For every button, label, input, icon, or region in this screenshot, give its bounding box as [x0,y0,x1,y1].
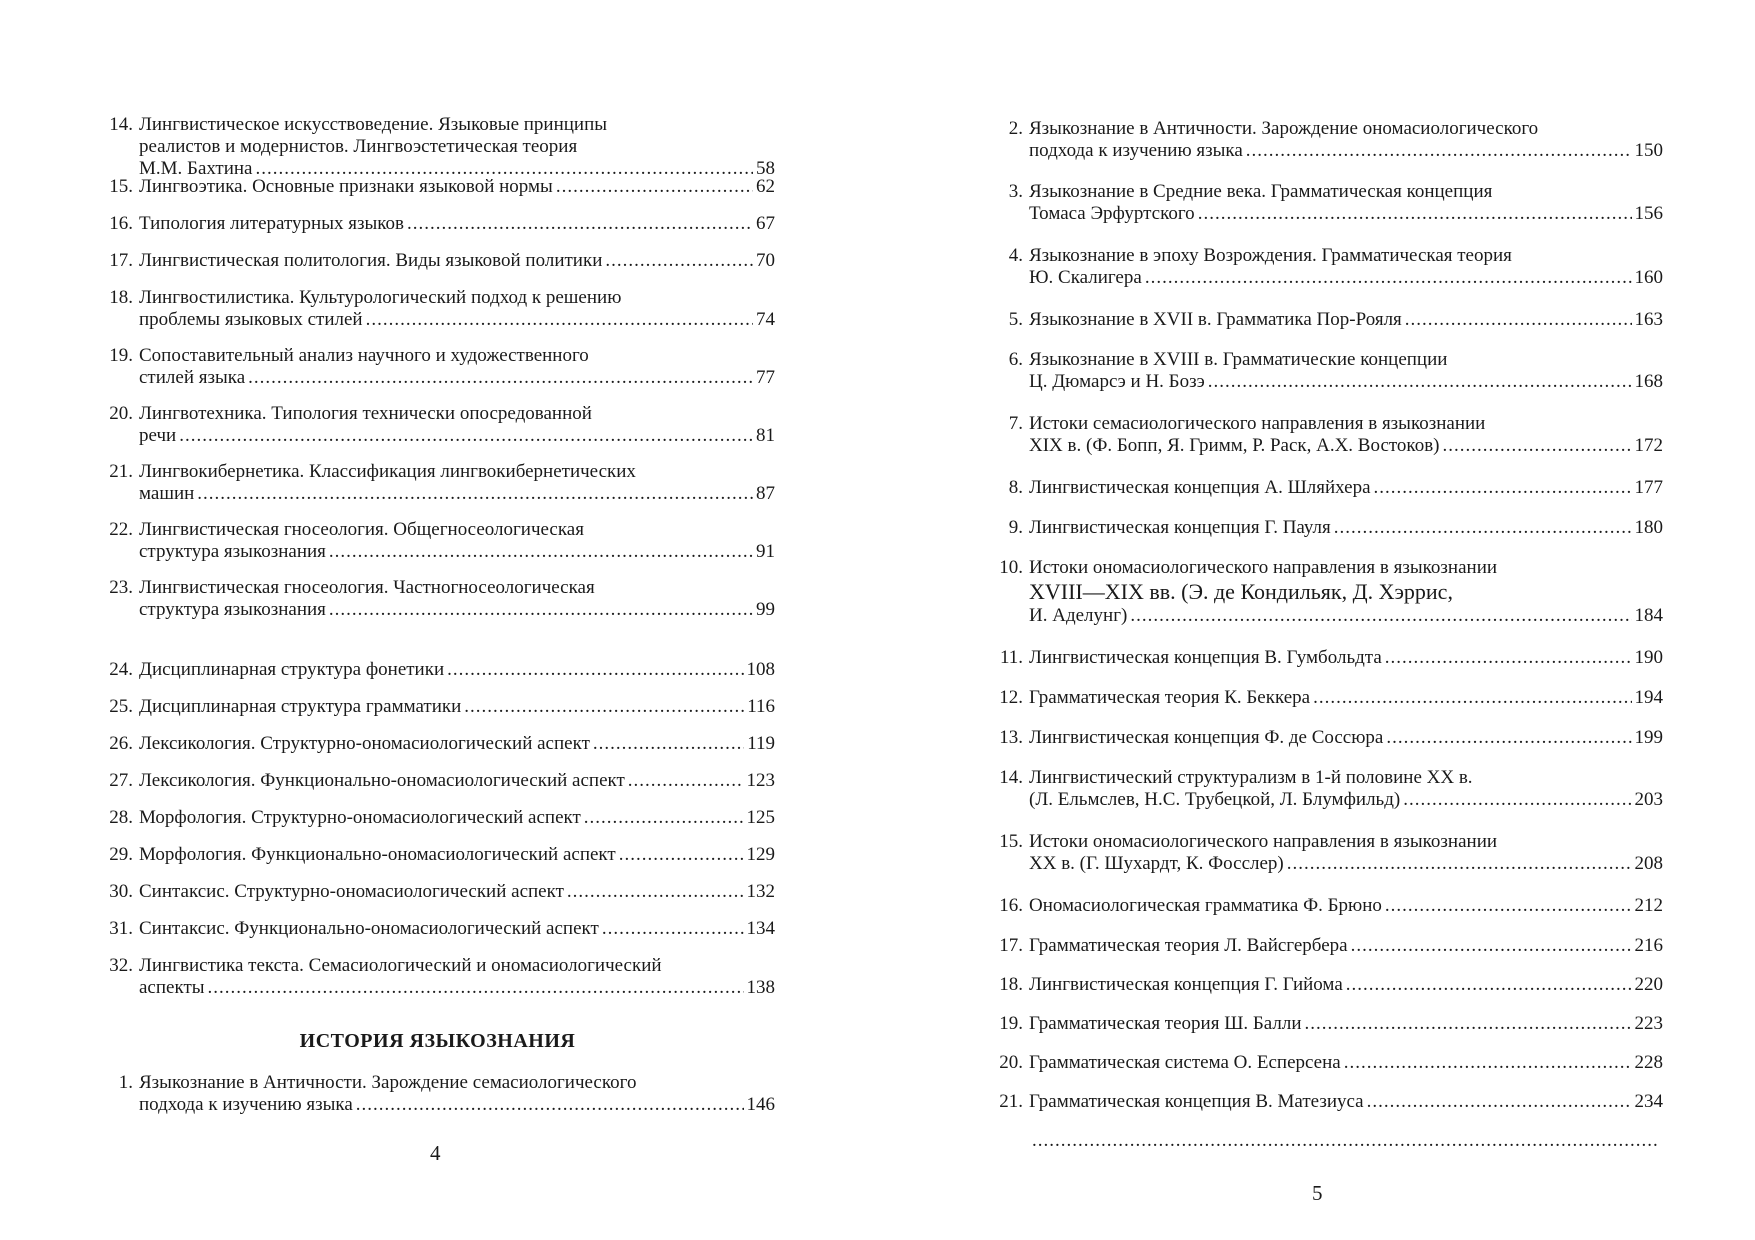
dot-leader [1374,477,1632,499]
dot-leader [366,309,753,331]
entry-page-number: 150 [1634,140,1663,161]
entry-number: 10. [999,557,1023,578]
entry-number: 18. [109,287,133,308]
dot-leader [179,425,753,447]
entry-number: 31. [109,918,133,939]
entry-page-number: 216 [1634,935,1663,956]
toc-entry[interactable] [100,1072,775,1116]
entry-number: 17. [109,250,133,271]
entry-title-line: Лингвотехника. Типология технически опосредованной [139,403,592,424]
toc-entry[interactable] [990,831,1663,875]
entry-title-line: Языкознание в XVIII в. Грамматические концепции [1029,349,1448,370]
entry-page-number: 77 [756,367,775,388]
entry-title-line: Истоки ономасиологического направления в языкознании [1029,557,1498,578]
entry-title-line: аспекты [139,977,205,998]
entry-page-number: 70 [756,250,775,271]
entry-number: 18. [999,974,1023,995]
dot-leader [1246,140,1632,162]
toc-entry[interactable] [990,517,1663,539]
entry-number: 17. [999,935,1023,956]
toc-entry[interactable] [100,287,775,331]
entry-title-line: Томаса Эрфуртского [1029,203,1195,224]
entry-number: 1. [118,1072,133,1093]
toc-entry[interactable] [100,770,775,792]
entry-number: 9. [1008,517,1023,538]
entry-title-line: Дисциплинарная структура грамматики [139,696,462,717]
entry-number: 2. [1008,118,1023,139]
entry-title-line: Лингвистическая концепция В. Гумбольдта [1029,647,1382,668]
toc-entry[interactable] [990,477,1663,499]
toc-entry[interactable] [990,1091,1663,1113]
entry-page-number: 62 [756,176,775,197]
entry-title-line: Грамматическая теория К. Беккера [1029,687,1311,708]
entry-title-line: Лингвоэтика. Основные признаки языковой нормы [139,176,553,197]
toc-entry[interactable] [990,687,1663,709]
toc-entry[interactable] [100,114,775,180]
entry-title-line: Лингвистическая гносеология. Частногносеологическая [139,577,595,598]
entry-title-line: подхода к изучению языка [139,1094,353,1115]
entry-title-line: Грамматическая концепция В. Матезиуса [1029,1091,1364,1112]
entry-page-number: 199 [1634,727,1663,748]
entry-page-number: 138 [746,977,775,998]
entry-title-line: Дисциплинарная структура фонетики [139,659,445,680]
entry-page-number: 168 [1634,371,1663,392]
entry-title-line: стилей языка [139,367,246,388]
dot-leader [1344,1052,1632,1074]
entry-number: 3. [1008,181,1023,202]
dot-leader [628,770,744,792]
dot-leader [1443,435,1632,457]
entry-page-number: 129 [746,844,775,865]
toc-entry[interactable] [100,881,775,903]
entry-page-number: 156 [1634,203,1663,224]
entry-title-line: Грамматическая система О. Есперсена [1029,1052,1341,1073]
entry-number: 14. [109,114,133,135]
entry-title-line: Языкознание в Античности. Зарождение семасиологического [139,1072,637,1093]
entry-number: 19. [109,345,133,366]
dot-leader [1305,1013,1632,1035]
entry-page-number: 208 [1634,853,1663,874]
entry-page-number: 212 [1634,895,1663,916]
entry-page-number: 58 [756,158,775,179]
dot-leader [1032,1130,1660,1152]
dot-leader [567,881,744,903]
entry-page-number: 123 [746,770,775,791]
entry-number: 15. [109,176,133,197]
entry-page-number: 223 [1634,1013,1663,1034]
dot-leader [584,807,744,829]
entry-title-line: Грамматическая теория Л. Вайсгербера [1029,935,1348,956]
entry-page-number: 119 [747,733,775,754]
entry-page-number: 81 [756,425,775,446]
toc-entry[interactable] [990,245,1663,289]
dot-leader [619,844,744,866]
toc-entry[interactable] [100,213,775,235]
dot-leader [593,733,744,755]
dot-leader [407,213,753,235]
entry-page-number: 67 [756,213,775,234]
entry-number: 27. [109,770,133,791]
entry-title-line: Лингвистический структурализм в 1-й половине XX в. [1029,767,1473,788]
dot-leader [1386,727,1631,749]
entry-title-line: Лингвистическая концепция Г. Пауля [1029,517,1331,538]
toc-entry[interactable] [990,1013,1663,1035]
toc-entry[interactable] [100,659,775,681]
dot-leader [1346,974,1632,996]
entry-page-number: 91 [756,541,775,562]
dot-leader [248,367,753,389]
entry-title-line: подхода к изучению языка [1029,140,1243,161]
entry-page-number: 146 [746,1094,775,1115]
entry-title-line: Языкознание в эпоху Возрождения. Грамматическая теория [1029,245,1512,266]
entry-number: 12. [999,687,1023,708]
entry-page-number: 87 [756,483,775,504]
toc-entry[interactable] [100,577,775,621]
entry-title-line: структура языкознания [139,599,326,620]
entry-title-line: Лексикология. Структурно-ономасиологический аспект [139,733,590,754]
toc-entry[interactable] [990,309,1663,331]
entry-title-line: Лингвистическая концепция Ф. де Соссюра [1029,727,1384,748]
toc-entry[interactable] [990,181,1663,225]
entry-title-line: Лексикология. Функционально-ономасиологический аспект [139,770,625,791]
section-title: ИСТОРИЯ ЯЗЫКОЗНАНИЯ [299,1030,576,1052]
entry-number: 16. [999,895,1023,916]
entry-number: 4. [1008,245,1023,266]
entry-title-line: реалистов и модернистов. Лингвоэстетическая теория [139,136,578,157]
left-page [0,0,877,1240]
dot-leader [1334,517,1632,539]
entry-title-line: Синтаксис. Структурно-ономасиологический аспект [139,881,564,902]
entry-page-number: 184 [1634,605,1663,626]
entry-title-line: XIX в. (Ф. Бопп, Я. Гримм, Р. Раск, А.Х. Востоков) [1029,435,1440,456]
entry-title-line: Синтаксис. Функционально-ономасиологический аспект [139,918,599,939]
entry-number: 11. [999,647,1023,668]
toc-entry[interactable] [100,403,775,447]
toc-entry[interactable] [100,519,775,563]
entry-number: 21. [999,1091,1023,1112]
dot-leader [356,1094,744,1116]
toc-entry[interactable] [990,413,1663,457]
toc-entry[interactable] [100,844,775,866]
toc-entry[interactable] [990,895,1663,917]
dot-leader [605,250,753,272]
dot-leader [1145,267,1632,289]
entry-number: 30. [109,881,133,902]
entry-title-line: Ю. Скалигера [1029,267,1142,288]
entry-number: 5. [1008,309,1023,330]
entry-page-number: 99 [756,599,775,620]
entry-number: 22. [109,519,133,540]
entry-title-line: (Л. Ельмслев, Н.С. Трубецкой, Л. Блумфильд) [1029,789,1401,810]
toc-entry[interactable] [990,1130,1663,1152]
dot-leader [1198,203,1632,225]
entry-number: 32. [109,955,133,976]
entry-page-number: 194 [1634,687,1663,708]
entry-title-line: XVIII—XIX вв. (Э. де Кондильяк, Д. Хэррис, [1029,579,1453,604]
dot-leader [1405,309,1632,331]
entry-page-number: 234 [1634,1091,1663,1112]
dot-leader [602,918,744,940]
toc-entry[interactable] [990,727,1663,749]
toc-entry[interactable] [990,767,1663,811]
entry-title-line: Лингвистическая политология. Виды языковой политики [139,250,603,271]
dot-leader [329,599,753,621]
entry-number: 20. [109,403,133,424]
entry-number: 29. [109,844,133,865]
entry-title-line: Лингвистическое искусствоведение. Языковые принципы [139,114,608,135]
toc-entry[interactable] [990,974,1663,996]
entry-page-number: 220 [1634,974,1663,995]
entry-title-line: Лингвистическая концепция Г. Гийома [1029,974,1343,995]
toc-entry[interactable] [100,461,775,505]
dot-leader [464,696,744,718]
entry-page-number: 163 [1634,309,1663,330]
page-number: 4 [430,1141,441,1165]
toc-entry[interactable] [990,349,1663,393]
entry-title-line: Лингвистическая концепция А. Шляйхера [1029,477,1371,498]
dot-leader [447,659,743,681]
entry-title-line: проблемы языковых стилей [139,309,363,330]
toc-entry[interactable] [990,118,1663,162]
dot-leader [197,483,753,505]
entry-number: 16. [109,213,133,234]
dot-leader [1403,789,1631,811]
toc-entry[interactable] [100,696,775,718]
toc-entry[interactable] [990,557,1663,627]
entry-number: 21. [109,461,133,482]
entry-title-line: Языкознание в Античности. Зарождение ономасиологического [1029,118,1539,139]
entry-page-number: 132 [746,881,775,902]
entry-number: 7. [1008,413,1023,434]
entry-title-line: Морфология. Структурно-ономасиологический аспект [139,807,581,828]
entry-number: 8. [1008,477,1023,498]
entry-title-line: Языкознание в Средние века. Грамматическая концепция [1029,181,1493,202]
dot-leader [556,176,753,198]
entry-title-line: машин [139,483,195,504]
toc-entry[interactable] [990,1052,1663,1074]
entry-page-number: 190 [1634,647,1663,668]
entry-number: 28. [109,807,133,828]
entry-title-line: Типология литературных языков [139,213,404,234]
entry-page-number: 228 [1634,1052,1663,1073]
dot-leader [1351,935,1632,957]
entry-title-line: И. Аделунг) [1029,605,1128,626]
entry-page-number: 116 [747,696,775,717]
page-number: 5 [1312,1181,1323,1205]
entry-title-line: Морфология. Функционально-ономасиологический аспект [139,844,616,865]
entry-title-line: Истоки ономасиологического направления в языкознании [1029,831,1498,852]
entry-title-line: Грамматическая теория Ш. Балли [1029,1013,1302,1034]
entry-title-line: Истоки семасиологического направления в языкознании [1029,413,1486,434]
entry-number: 6. [1008,349,1023,370]
entry-number: 26. [109,733,133,754]
entry-page-number: 134 [746,918,775,939]
entry-title-line: Лингвистическая гносеология. Общегносеологическая [139,519,584,540]
entry-page-number: 74 [756,309,775,330]
dot-leader [1130,605,1631,627]
dot-leader [1367,1091,1632,1113]
entry-number: 14. [999,767,1023,788]
entry-number: 24. [109,659,133,680]
entry-page-number: 172 [1634,435,1663,456]
dot-leader [329,541,753,563]
entry-page-number: 177 [1634,477,1663,498]
entry-title-line: Лингвистика текста. Семасиологический и ономасиологический [139,955,662,976]
entry-title-line: Сопоставительный анализ научного и художественного [139,345,589,366]
entry-page-number: 125 [746,807,775,828]
entry-page-number: 203 [1634,789,1663,810]
entry-title-line: Лингвокибернетика. Классификация лингвокибернетических [139,461,636,482]
toc-entry[interactable] [990,647,1663,669]
entry-title-line: М.М. Бахтина [139,158,253,179]
entry-number: 20. [999,1052,1023,1073]
entry-number: 25. [109,696,133,717]
dot-leader [1385,647,1632,669]
entry-title-line: XX в. (Г. Шухардт, К. Фосслер) [1029,853,1284,874]
toc-entry[interactable] [100,250,775,272]
entry-page-number: 108 [746,659,775,680]
entry-title-line: структура языкознания [139,541,326,562]
entry-title-line: Ономасиологическая грамматика Ф. Брюно [1029,895,1382,916]
entry-page-number: 180 [1634,517,1663,538]
entry-title-line: речи [139,425,177,446]
dot-leader [1208,371,1632,393]
entry-title-line: Лингвостилистика. Культурологический подход к решению [139,287,622,308]
toc-entry[interactable] [100,176,775,198]
toc-entry[interactable] [100,807,775,829]
toc-entry[interactable] [100,733,775,755]
entry-number: 15. [999,831,1023,852]
toc-entry[interactable] [100,345,775,389]
entry-number: 19. [999,1013,1023,1034]
dot-leader [1313,687,1631,709]
entry-number: 23. [109,577,133,598]
dot-leader [1287,853,1632,875]
entry-title-line: Языкознание в XVII в. Грамматика Пор-Рояля [1029,309,1402,330]
toc-entry[interactable] [100,918,775,940]
toc-entry[interactable] [990,935,1663,957]
dot-leader [208,977,744,999]
entry-title-line: Ц. Дюмарсэ и Н. Бозэ [1029,371,1205,392]
toc-entry[interactable] [100,955,775,999]
entry-number: 13. [999,727,1023,748]
dot-leader [1385,895,1632,917]
entry-page-number: 160 [1634,267,1663,288]
